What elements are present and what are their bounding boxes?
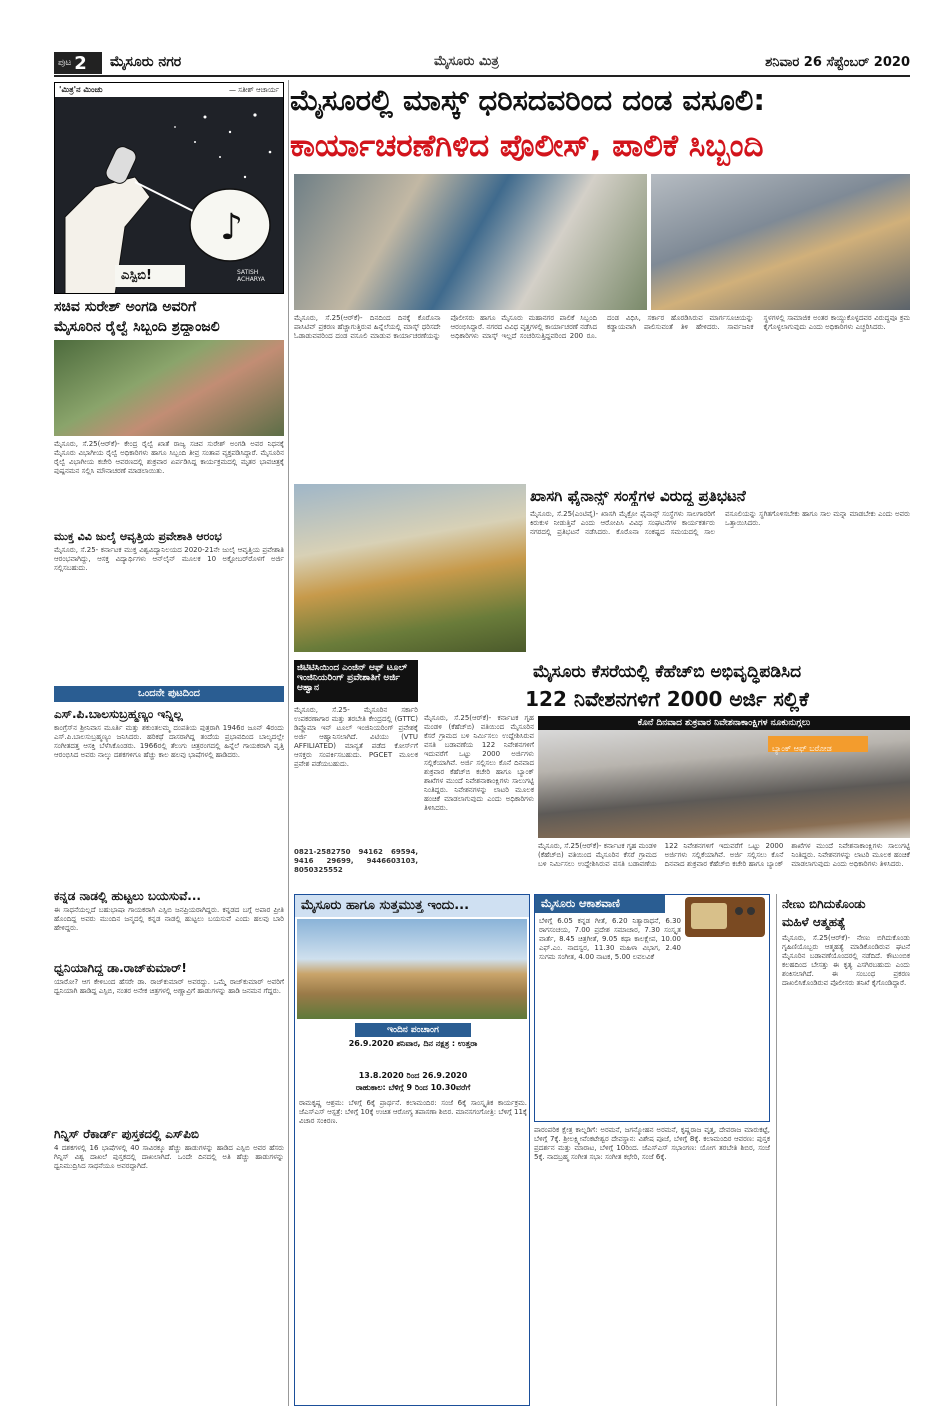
cartoon-illustration: [55, 97, 284, 294]
guinness-body: 4 ದಶಕಗಳಲ್ಲಿ 16 ಭಾಷೆಗಳಲ್ಲಿ 40 ಸಾವಿರಕ್ಕೂ ಹೆಚ್ಚು ಹಾಡುಗಳನ್ನು ಹಾಡಿದ ಎಸ್ಪಿಬಿ ಅವರ ಹೆಸರು ಗಿನ್ನಿಸ್ ವಿಶ್ವ ದಾಖಲೆ ಪುಸ್ತಕದಲ್ಲಿ ದಾಖಲಾಗಿದೆ. ಒಂದೇ ದಿನದಲ್ಲಿ ಅತಿ ಹೆಚ್ಚು ಹಾಡುಗಳನ್ನು ಧ್ವನಿಮುದ್ರಿಸಿದ ಸಾಧನೆಯೂ ಅವರದ್ದಾಗಿದೆ.: [54, 1144, 284, 1170]
radio-icon: [685, 897, 765, 937]
suicide-headline-2: ಮಹಿಳೆ ಆತ್ಮಹತ್ಯೆ: [782, 915, 846, 929]
exhibition-dates: 13.8.2020 ರಿಂದ 26.9.2020: [358, 1071, 468, 1080]
cartoon-box: [54, 82, 284, 294]
raj-body: ಯಾರೋ? ಆಗ ಕೇಳಿಬಂದ ಹೆಸರೇ ಡಾ. ರಾಜ್‌ಕುಮಾರ್ ಅವರದ್ದು. ಒಮ್ಮೆ ರಾಜ್‌ಕುಮಾರ್ ಅವರಿಗೆ ಧ್ವನಿಯಾಗಿ ಹಾಡಿದ್ದ ಎಸ್ಪಿಬಿ, ನಂತರ ಅನೇಕ ಚಿತ್ರಗಳಲ್ಲಿ ಅಣ್ಣಾವ್ರಿಗೆ ಹಾಡುಗಳನ್ನು ಹಾಡಿ ಜನಮನ ಗೆದ್ದರು.: [54, 978, 284, 995]
radio-title: ಮೈಸೂರು ಆಕಾಶವಾಣಿ: [535, 895, 665, 913]
radio-box: [534, 894, 770, 1122]
masthead: [54, 52, 910, 74]
bank-sign-text: ಬ್ಯಾಂಕ್ ಆಫ್ ಬರೋಡ: [772, 744, 832, 753]
raj-headline: ಧ್ವನಿಯಾಗಿದ್ದ ಡಾ.ರಾಜ್‌ಕುಮಾರ್!: [54, 961, 187, 975]
finance-headline: ಖಾಸಗಿ ಫೈನಾನ್ಸ್ ಸಂಸ್ಥೆಗಳ ವಿರುದ್ಧ ಪ್ರತಿಭಟನೆ: [530, 487, 746, 505]
cartoon-artist: — ಸತೀಶ್ ಆಚಾರ್ಯ: [229, 85, 279, 94]
spb-headline: ಎಸ್.ಪಿ.ಬಾಲಸುಬ್ರಹ್ಮಣ್ಯಂ ಇನ್ನಿಲ್ಲ: [54, 707, 183, 721]
column-divider-left: [288, 80, 289, 1406]
kesare-headline-1: ಮೈಸೂರು ಕೆಸರೆಯಲ್ಲಿ ಕೆಹೆಚ್‌ಬಿ ಅಭಿವೃದ್ಧಿಪಡಿಸಿದ: [532, 662, 802, 682]
page-label: ಪುಟ: [58, 58, 72, 68]
radio-schedule: ಬೆಳಿಗ್ಗೆ 6.05 ಕನ್ನಡ ಗೀತೆ, 6.20 ನಿತ್ಯಾರಾಧನೆ, 6.30 ರಾಗಸಂಚಯ, 7.00 ಪ್ರದೇಶ ಸಮಾಚಾರ, 7.30 ಸಂಸ್ಕೃತ ವಾರ್ತೆ, 8.45 ಚಿತ್ರಗೀತೆ, 9.05 ಕಥಾ ಕಾಲಕ್ಷೇಪ, 10.00 ಎಫ್.ಎಂ. ನಾದಸ್ವರ, 11.30 ಮಹಿಳಾ ವಿಭಾಗ, 2.40 ಸುಗಮ ಸಂಗೀತ, 4.00 ನಾಟಕ, 5.00 ಲವಲವಿಕೆ: [539, 917, 681, 961]
today-box: [294, 894, 530, 1406]
kesare-photo-strip: ಕೊನೆ ದಿನವಾದ ಶುಕ್ರವಾರ ನಿವೇಶನಾಕಾಂಕ್ಷಿಗಳ ನೂಕುನುಗ್ಗಲು: [538, 716, 910, 730]
suicide-headline-1: ನೇಣು ಬಿಗಿದುಕೊಂಡು: [782, 897, 866, 911]
angadi-headline-1: ಸಚಿವ ಸುರೇಶ್ ಅಂಗಡಿ ಅವರಿಗೆ: [54, 299, 197, 315]
gttc-phone: 0821-2582750 94162 69594, 9416 29699, 9446603103, 8050325552: [294, 848, 418, 874]
angadi-body: ಮೈಸೂರು, ಸೆ.25(ಆರ್‌ಕೆ)- ಕೇಂದ್ರ ರೈಲ್ವೆ ಖಾತೆ ರಾಜ್ಯ ಸಚಿವ ಸುರೇಶ್ ಅಂಗಡಿ ಅವರ ನಿಧನಕ್ಕೆ ಮೈಸೂರು ವಿಭಾಗೀಯ ರೈಲ್ವೆ ಅಧಿಕಾರಿಗಳು ಹಾಗೂ ಸಿಬ್ಬಂದಿ ತೀವ್ರ ಸಂತಾಪ ವ್ಯಕ್ತಪಡಿಸಿದ್ದಾರೆ. ಮೈಸೂರಿನ ರೈಲ್ವೆ ವಿಭಾಗೀಯ ಕಚೇರಿ ಆವರಣದಲ್ಲಿ ಶುಕ್ರವಾರ ಏರ್ಪಡಿಸಿದ್ದ ಕಾರ್ಯಕ್ರಮದಲ್ಲಿ ಮೃತರ ಭಾವಚಿತ್ರಕ್ಕೆ ಪುಷ್ಪನಮನ ಸಲ್ಲಿಸಿ ಮೌನಾಚರಣೆ ಮಾಡಲಾಯಿತು.: [54, 440, 284, 475]
gttc-headline: ಜಿಟಿಟಿಸಿಯಿಂದ ಎಂಜಿನ್ ಆಫ್ ಟೂಲ್ ಇಂಜಿನಿಯರಿಂಗ್ ಪ್ರವೇಶಾತಿಗೆ ಅರ್ಜಿ ಆಹ್ವಾನ: [294, 660, 418, 702]
spb-body: ಕಾಂಗ್ರೆಸ್‌ನ ಶ್ರೀನಿವಾಸ ಮೂರ್ತಿ ಮತ್ತು ಶಕುಂತಲಮ್ಮ ದಂಪತಿಯ ಪುತ್ರರಾಗಿ 1946ರ ಜೂನ್ 4ರಂದು ಎಸ್.ಪಿ.ಬಾಲಸುಬ್ರಹ್ಮಣ್ಯಂ ಜನಿಸಿದರು. ಹರಿಕಥೆ ದಾಸರಾಗಿದ್ದ ತಂದೆಯ ಪ್ರಭಾವದಿಂದ ಬಾಲ್ಯದಲ್ಲೇ ಸಂಗೀತದತ್ತ ಆಸಕ್ತಿ ಬೆಳೆಸಿಕೊಂಡರು. 1966ರಲ್ಲಿ ತೆಲುಗು ಚಿತ್ರರಂಗದಲ್ಲಿ ಹಿನ್ನೆಲೆ ಗಾಯಕರಾಗಿ ವೃತ್ತಿ ಆರಂಭಿಸಿದ ಅವರು ನಾಲ್ಕು ದಶಕಗಳಿಗೂ ಹೆಚ್ಚು ಕಾಲ ಹಲವು ಭಾಷೆಗಳಲ್ಲಿ ಹಾಡಿದರು.: [54, 724, 284, 759]
masthead-rule: [54, 75, 910, 77]
svg-text:♪: ♪: [220, 207, 243, 248]
cartoon-title-bar: [55, 83, 283, 97]
panchanga-line: 26.9.2020 ಶನಿವಾರ, ದಿನ ನಕ್ಷತ್ರ : ಉತ್ತರಾ: [348, 1039, 478, 1048]
lead-body: ಮೈಸೂರು, ಸೆ.25(ಆರ್‌ಕೆ)- ದಿನದಿಂದ ದಿನಕ್ಕೆ ಕೊರೊನಾ ಪಾಸಿಟಿವ್ ಪ್ರಕರಣ ಹೆಚ್ಚಾಗುತ್ತಿರುವ ಹಿನ್ನೆಲೆಯಲ್ಲಿ ಮಾಸ್ಕ್ ಧರಿಸದೇ ಓಡಾಡುವವರಿಂದ ದಂಡ ವಸೂಲಿ ಮಾಡುವ ಕಾರ್ಯಾಚರಣೆಯನ್ನು ಪೊಲೀಸರು ಹಾಗೂ ಮೈಸೂರು ಮಹಾನಗರ ಪಾಲಿಕೆ ಸಿಬ್ಬಂದಿ ಆರಂಭಿಸಿದ್ದಾರೆ. ನಗರದ ವಿವಿಧ ವೃತ್ತಗಳಲ್ಲಿ ಕಾರ್ಯಾಚರಣೆ ನಡೆಸಿದ ಅಧಿಕಾರಿಗಳು ಮಾಸ್ಕ್ ಇಲ್ಲದೆ ಸಂಚರಿಸುತ್ತಿದ್ದವರಿಂದ 200 ರೂ. ದಂಡ ವಿಧಿಸಿ, ಸರ್ಕಾರ ಹೊರಡಿಸಿರುವ ಮಾರ್ಗಸೂಚಿಯನ್ನು ಕಡ್ಡಾಯವಾಗಿ ಪಾಲಿಸುವಂತೆ ತಿಳಿ ಹೇಳಿದರು. ಸಾರ್ವಜನಿಕ ಸ್ಥಳಗಳಲ್ಲಿ ಸಾಮಾಜಿಕ ಅಂತರ ಕಾಯ್ದುಕೊಳ್ಳದವರ ವಿರುದ್ಧವೂ ಕ್ರಮ ಕೈಗೊಳ್ಳಲಾಗುವುದು ಎಂದು ಅಧಿಕಾರಿಗಳು ಎಚ್ಚರಿಸಿದರು.: [294, 314, 910, 340]
cartoon-title: 'ಮಿತ್ರ'ನ ಮಿಂಚು: [59, 85, 103, 94]
guinness-headline: ಗಿನ್ನಿಸ್ ರೆಕಾರ್ಡ್ ಪುಸ್ತಕದಲ್ಲಿ ಎಸ್‌ಪಿಬಿ: [54, 1127, 199, 1141]
angadi-photo: [54, 340, 284, 436]
bank-sign: [768, 736, 868, 752]
kesare-body-left: ಮೈಸೂರು, ಸೆ.25(ಆರ್‌ಕೆ)- ಕರ್ನಾಟಕ ಗೃಹ ಮಂಡಳಿ (ಕೆಹೆಚ್‌ಬಿ) ವತಿಯಿಂದ ಮೈಸೂರಿನ ಕೆಸರೆ ಗ್ರಾಮದ ಬಳಿ ನಿರ್ಮಿಸಲು ಉದ್ದೇಶಿಸಿರುವ ವಸತಿ ಬಡಾವಣೆಯ 122 ನಿವೇಶನಗಳಿಗೆ ಇದುವರೆಗೆ ಒಟ್ಟು 2000 ಅರ್ಜಿಗಳು ಸಲ್ಲಿಕೆಯಾಗಿವೆ. ಅರ್ಜಿ ಸಲ್ಲಿಸಲು ಕೊನೆ ದಿನವಾದ ಶುಕ್ರವಾರ ಕೆಹೆಚ್‌ಬಿ ಕಚೇರಿ ಹಾಗೂ ಬ್ಯಾಂಕ್ ಶಾಖೆಗಳ ಮುಂದೆ ನಿವೇಶನಾಕಾಂಕ್ಷಿಗಳು ಸಾಲುಗಟ್ಟಿ ನಿಂತಿದ್ದರು. ನಿವೇಶನಗಳನ್ನು ಲಾಟರಿ ಮೂಲಕ ಹಂಚಿಕೆ ಮಾಡಲಾಗುವುದು ಎಂದು ಅಧಿಕಾರಿಗಳು ತಿಳಿಸಿದರು.: [424, 714, 534, 812]
cartoon-caption: ಎಸ್ಪಿಬಿ!: [121, 268, 152, 283]
from-page-one-strip: ಒಂದನೇ ಪುಟದಿಂದ: [54, 686, 284, 702]
rahukala: ರಾಹುಕಾಲ: ಬೆಳಿಗ್ಗೆ 9 ರಿಂದ 10.30ವರೆಗೆ: [355, 1083, 471, 1092]
kesare-headline-2: 122 ನಿವೇಶನಗಳಿಗೆ 2000 ಅರ್ಜಿ ಸಲ್ಲಿಕೆ: [525, 687, 809, 711]
panchanga-title: ಇಂದಿನ ಪಂಚಾಂಗ: [355, 1023, 471, 1037]
univ-headline: ಮುಕ್ತ ವಿವಿ ಜುಲೈ ಆವೃತ್ತಿಯ ಪ್ರವೇಶಾತಿ ಆರಂಭ: [54, 530, 222, 543]
lead-headline-2: ಕಾರ್ಯಾಚರಣೆಗಿಳಿದ ಪೊಲೀಸ್, ಪಾಲಿಕೆ ಸಿಬ್ಬಂದಿ: [290, 128, 764, 164]
kesare-queue-photo: [538, 730, 910, 838]
page-number-box: [54, 52, 102, 74]
univ-body: ಮೈಸೂರು, ಸೆ.25- ಕರ್ನಾಟಕ ಮುಕ್ತ ವಿಶ್ವವಿದ್ಯಾನಿಲಯದ 2020-21ನೇ ಜುಲೈ ಆವೃತ್ತಿಯ ಪ್ರವೇಶಾತಿ ಆರಂಭವಾಗಿದ್ದು, ಆಸಕ್ತ ವಿದ್ಯಾರ್ಥಿಗಳು ಆನ್‌ಲೈನ್ ಮೂಲಕ 10 ಅಕ್ಟೋಬರ್‌ರೊಳಗೆ ಅರ್ಜಿ ಸಲ್ಲಿಸಬಹುದು.: [54, 546, 284, 572]
today-title: ಮೈಸೂರು ಹಾಗೂ ಸುತ್ತಮುತ್ತ ಇಂದು...: [295, 895, 529, 917]
finance-body: ಮೈಸೂರು, ಸೆ.25(ಎಂಟಿವೈ)- ಖಾಸಗಿ ಮೈಕ್ರೋ ಫೈನಾನ್ಸ್ ಸಂಸ್ಥೆಗಳು ಸಾಲಗಾರರಿಗೆ ಕಿರುಕುಳ ನೀಡುತ್ತಿವೆ ಎಂದು ಆರೋಪಿಸಿ ವಿವಿಧ ಸಂಘಟನೆಗಳ ಕಾರ್ಯಕರ್ತರು ನಗರದಲ್ಲಿ ಪ್ರತಿಭಟನೆ ನಡೆಸಿದರು. ಕೊರೊನಾ ಸಂಕಷ್ಟದ ಸಮಯದಲ್ಲಿ ಸಾಲ ವಸೂಲಿಯನ್ನು ಸ್ಥಗಿತಗೊಳಿಸಬೇಕು ಹಾಗೂ ಸಾಲ ಮನ್ನಾ ಮಾಡಬೇಕು ಎಂದು ಅವರು ಒತ್ತಾಯಿಸಿದರು.: [530, 510, 910, 536]
kesare-body-right: ಮೈಸೂರು, ಸೆ.25(ಆರ್‌ಕೆ)- ಕರ್ನಾಟಕ ಗೃಹ ಮಂಡಳಿ (ಕೆಹೆಚ್‌ಬಿ) ವತಿಯಿಂದ ಮೈಸೂರಿನ ಕೆಸರೆ ಗ್ರಾಮದ ಬಳಿ ನಿರ್ಮಿಸಲು ಉದ್ದೇಶಿಸಿರುವ ವಸತಿ ಬಡಾವಣೆಯ 122 ನಿವೇಶನಗಳಿಗೆ ಇದುವರೆಗೆ ಒಟ್ಟು 2000 ಅರ್ಜಿಗಳು ಸಲ್ಲಿಕೆಯಾಗಿವೆ. ಅರ್ಜಿ ಸಲ್ಲಿಸಲು ಕೊನೆ ದಿನವಾದ ಶುಕ್ರವಾರ ಕೆಹೆಚ್‌ಬಿ ಕಚೇರಿ ಹಾಗೂ ಬ್ಯಾಂಕ್ ಶಾಖೆಗಳ ಮುಂದೆ ನಿವೇಶನಾಕಾಂಕ್ಷಿಗಳು ಸಾಲುಗಟ್ಟಿ ನಿಂತಿದ್ದರು. ನಿವೇಶನಗಳನ್ನು ಲಾಟರಿ ಮೂಲಕ ಹಂಚಿಕೆ ಮಾಡಲಾಗುವುದು ಎಂದು ಅಧಿಕಾರಿಗಳು ತಿಳಿಸಿದರು.: [538, 842, 910, 868]
issue-date: ಶನಿವಾರ 26 ಸೆಪ್ಟೆಂಬರ್ 2020: [765, 55, 910, 70]
column-divider-right: [776, 894, 777, 1406]
section-title: ಮೈಸೂರು ನಗರ: [110, 54, 182, 70]
suicide-body: ಮೈಸೂರು, ಸೆ.25(ಆರ್‌ಕೆ)- ನೇಣು ಬಿಗಿದುಕೊಂಡು ಗೃಹಿಣಿಯೊಬ್ಬರು ಆತ್ಮಹತ್ಯೆ ಮಾಡಿಕೊಂಡಿರುವ ಘಟನೆ ಮೈಸೂರಿನ ಬಡಾವಣೆಯೊಂದರಲ್ಲಿ ನಡೆದಿದೆ. ಕೌಟುಂಬಿಕ ಕಲಹದಿಂದ ಬೇಸತ್ತು ಈ ಕೃತ್ಯ ಎಸಗಿರಬಹುದು ಎಂದು ಶಂಕಿಸಲಾಗಿದೆ. ಈ ಸಂಬಂಧ ಪ್ರಕರಣ ದಾಖಲಿಸಿಕೊಂಡಿರುವ ಪೊಲೀಸರು ತನಿಖೆ ಕೈಗೊಂಡಿದ್ದಾರೆ.: [782, 934, 910, 987]
lead-headline-1: ಮೈಸೂರಲ್ಲಿ ಮಾಸ್ಕ್ ಧರಿಸದವರಿಂದ ದಂಡ ವಸೂಲಿ:: [290, 83, 766, 117]
lead-photo-scooter: [651, 174, 910, 310]
kannada-body: ಈ ಸಾಧನೆಯಲ್ಲದೆ ಬಹುಭಾಷಾ ಗಾಯಕರಾಗಿ ಎಸ್ಪಿಬಿ ಜನಪ್ರಿಯರಾಗಿದ್ದರು. ಕನ್ನಡದ ಬಗ್ಗೆ ಅಪಾರ ಪ್ರೀತಿ ಹೊಂದಿದ್ದ ಅವರು ಮುಂದಿನ ಜನ್ಮದಲ್ಲಿ ಕನ್ನಡ ನಾಡಲ್ಲಿ ಹುಟ್ಟಲು ಬಯಸುವೆ ಎಂದು ಹಲವು ಬಾರಿ ಹೇಳಿದ್ದರು.: [54, 906, 284, 932]
angadi-headline-2: ಮೈಸೂರಿನ ರೈಲ್ವೆ ಸಿಬ್ಬಂದಿ ಶ್ರದ್ಧಾಂಜಲಿ: [54, 319, 220, 335]
today-events: ರಾಮಕೃಷ್ಣ ಆಶ್ರಮ: ಬೆಳಿಗ್ಗೆ 6ಕ್ಕೆ ಪ್ರಾರ್ಥನೆ. ಕಲಾಮಂದಿರ: ಸಂಜೆ 6ಕ್ಕೆ ಸಾಂಸ್ಕೃತಿಕ ಕಾರ್ಯಕ್ರಮ. ಜೆಎಸ್‌ಎಸ್ ಆಸ್ಪತ್ರೆ: ಬೆಳಿಗ್ಗೆ 10ಕ್ಕೆ ಉಚಿತ ಆರೋಗ್ಯ ತಪಾಸಣಾ ಶಿಬಿರ. ಮಾನಸಗಂಗೋತ್ರಿ: ಬೆಳಿಗ್ಗೆ 11ಕ್ಕೆ ವಿಚಾರ ಸಂಕಿರಣ.: [299, 1099, 527, 1125]
lead-photo-officials: [294, 174, 647, 310]
kannada-headline: ಕನ್ನಡ ನಾಡಲ್ಲಿ ಹುಟ್ಟಲು ಬಯಸುವೆ...: [54, 889, 201, 903]
cartoon-signature: SATISH ACHARYA: [237, 269, 265, 283]
listings-body: ಪಾರಂಪರಿಕ ಕ್ಷೇತ್ರ ಕಾಲ್ನಡಿಗೆ: ಅರಮನೆ, ಜಗನ್ಮೋಹನ ಅರಮನೆ, ಕೃಷ್ಣರಾಜ ವೃತ್ತ, ದೇವರಾಜ ಮಾರುಕಟ್ಟೆ, ಬೆಳಿಗ್ಗೆ 7ಕ್ಕೆ. ಶ್ರೀಲಕ್ಷ್ಮೀವೆಂಕಟೇಶ್ವರ ದೇವಸ್ಥಾನ: ವಿಶೇಷ ಪೂಜೆ, ಬೆಳಿಗ್ಗೆ 8ಕ್ಕೆ. ಕಲಾಮಂದಿರ ಆವರಣ: ಪುಸ್ತಕ ಪ್ರದರ್ಶನ ಮತ್ತು ಮಾರಾಟ, ಬೆಳಿಗ್ಗೆ 10ರಿಂದ. ಜೆಎಸ್‌ಎಸ್ ಸಭಾಂಗಣ: ಯೋಗ ತರಬೇತಿ ಶಿಬಿರ, ಸಂಜೆ 5ಕ್ಕೆ. ನಾದಬ್ರಹ್ಮ ಸಂಗೀತ ಸಭಾ: ಸಂಗೀತ ಕಛೇರಿ, ಸಂಜೆ 6ಕ್ಕೆ.: [534, 1126, 770, 1161]
palace-photo: [297, 919, 527, 1019]
gttc-body: ಮೈಸೂರು, ಸೆ.25- ಮೈಸೂರಿನ ಸರ್ಕಾರಿ ಉಪಕರಣಾಗಾರ ಮತ್ತು ತರಬೇತಿ ಕೇಂದ್ರದಲ್ಲಿ (GTTC) ಡಿಪ್ಲೊಮಾ ಇನ್ ಟೂಲ್ ಇಂಜಿನಿಯರಿಂಗ್ ಪ್ರವೇಶಕ್ಕೆ ಅರ್ಜಿ ಆಹ್ವಾನಿಸಲಾಗಿದೆ. ವಿಟಿಯು (VTU AFFILIATED) ಮಾನ್ಯತೆ ಪಡೆದ ಕೋರ್ಸ್‌ಗೆ ಆಸಕ್ತರು ಸಂಪರ್ಕಿಸಬಹುದು. PGCET ಮೂಲಕ ಪ್ರವೇಶ ಪಡೆಯಬಹುದು.: [294, 706, 418, 768]
paper-name: ಮೈಸೂರು ಮಿತ್ರ: [434, 54, 499, 69]
finance-protest-photo: [294, 484, 526, 652]
page-number: 2: [74, 52, 87, 74]
